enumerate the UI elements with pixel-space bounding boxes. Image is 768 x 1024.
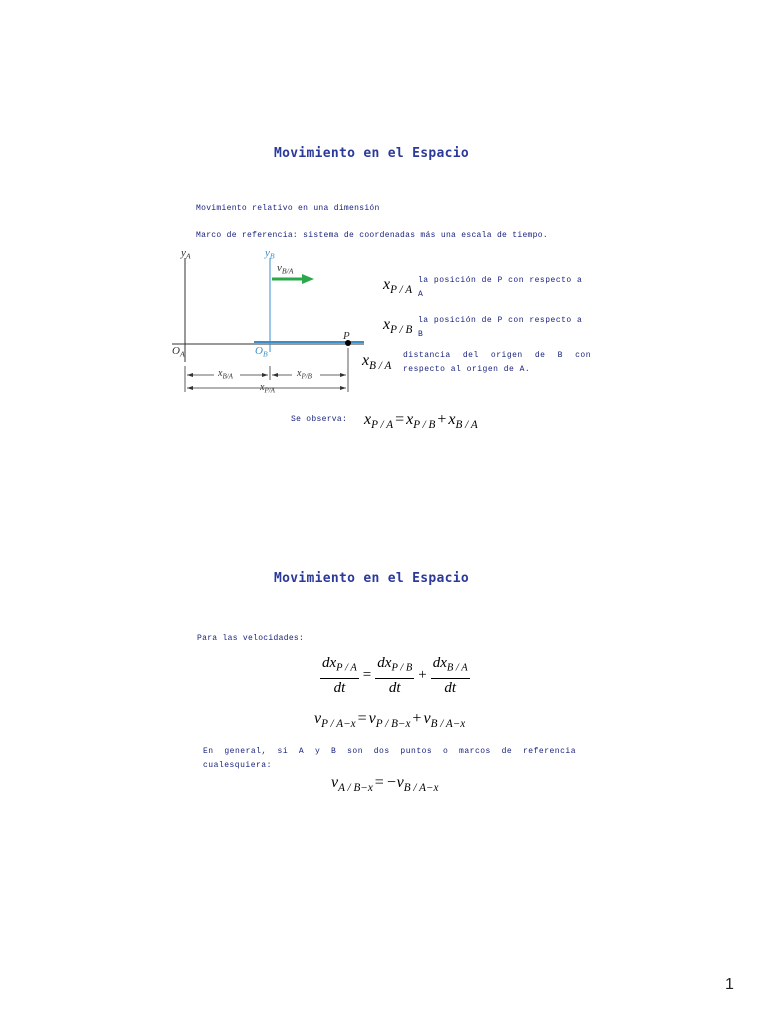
velocities-label: Para las velocidades: — [197, 634, 305, 643]
label-xBA: $x_{B/A}$ — [218, 368, 233, 381]
label-P: P — [343, 330, 350, 342]
label-yA: $y_A$ — [181, 247, 191, 261]
def-symbol-xPA: $x_{P / A}$ — [383, 276, 413, 296]
derivative-equation: $\frac{dx_{P / A}}{dt}$ = $\frac{dx_{P / B}}{dt}$ + $\frac{dx_{B / A}}{dt}$ — [322, 655, 468, 696]
page-number: 1 — [725, 976, 734, 993]
label-yB: $y_B$ — [265, 247, 275, 261]
def-text-xPB: la posición de P con respecto a B — [418, 316, 583, 339]
general-text: En general, si A y B son dos puntos o marcos de referencia cualesquiera: — [203, 747, 576, 770]
label-OB: $O_B$ — [255, 345, 268, 359]
slide1-subtitle: Movimiento relativo en una dimensión — [196, 204, 380, 213]
label-OA: $O_A$ — [172, 345, 185, 359]
def-symbol-xBA: $x_{B / A}$ — [362, 352, 392, 372]
observe-equation: $x_{P / A} = x_{P / B} + x_{B / A}$ — [364, 411, 478, 431]
def-text-xBA: distancia del origen de B con respecto al origen de A. — [403, 351, 591, 374]
observe-label: Se observa: — [291, 415, 348, 424]
label-xPA: $x_{P/A}$ — [260, 382, 275, 395]
slide1-title: Movimiento en el Espacio — [274, 146, 470, 161]
label-xPB: $x_{P/B}$ — [297, 368, 312, 381]
velocity-arrow-head — [302, 274, 314, 284]
relative-motion-diagram — [168, 244, 368, 396]
slide2-title: Movimiento en el Espacio — [274, 571, 470, 586]
inverse-velocity-equation: $v_{A / B-x} = -v_{B / A-x}$ — [331, 774, 439, 794]
slide1-frame-text: Marco de referencia: sistema de coordenadas más una escala de tiempo. — [196, 231, 548, 240]
def-text-xPA: la posición de P con respecto a A — [418, 276, 583, 299]
velocity-equation: $v_{P / A-x} = v_{P / B-x} + v_{B / A-x}$ — [314, 710, 466, 730]
label-vBA: $v_{B/A}$ — [277, 262, 294, 276]
def-symbol-xPB: $x_{P / B}$ — [383, 316, 413, 336]
